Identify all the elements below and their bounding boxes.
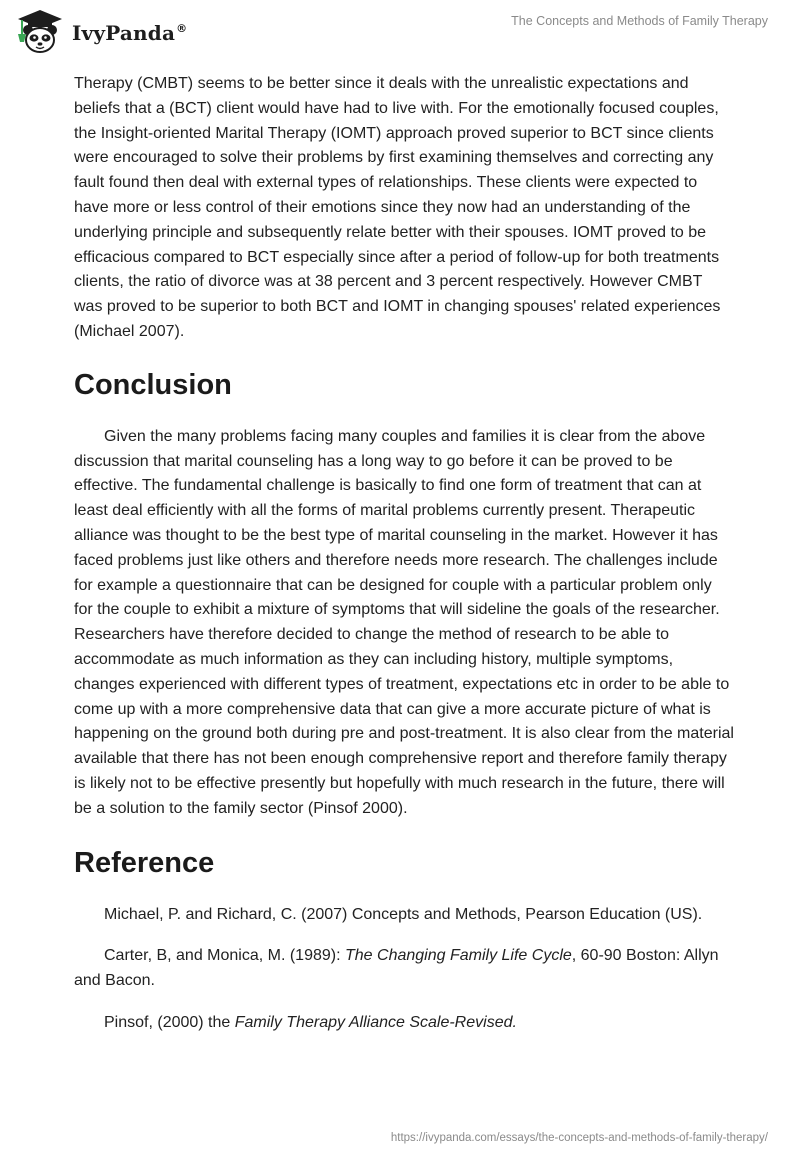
page-header [0,0,800,62]
source-url[interactable]: https://ivypanda.com/essays/the-concepts-and-methods-of-family-therapy/ [390,1132,768,1144]
ivypanda-logo[interactable] [14,8,187,56]
reference-item: Carter, B, and Monica, M. (1989): The Changing Family Life Cycle, 60-90 Boston: Allyn and Bacon. [74,947,719,990]
conclusion-paragraph: Given the many problems facing many couples and families it is clear from the above discussion that marital counseling has a long way to go before it can be proved to be effective. The fundamental challenge is basically to find one form of treatment that can at least deal efficiently with all the forms of marital problems currently present. Therapeutic alliance was thought to be the best type of marital counseling in the market. However it has faced problems just like others and therefore needs more research. The challenges include for example a questionnaire that can be designed for couple with a particular problem only for the couple to exhibit a mixture of symptoms that will sideline the goals of the researcher. Researchers have therefore decided to change the method of research to be able to accommodate as much information as they can including history, multiple symptoms, changes experienced with different types of treatment, expectations etc in order to be able to come up with a more comprehensive data that can give a more accurate picture of what is happening on the ground both during pre and post-treatment. It is also clear from the material available that there has not been enough comprehensive report and therefore family therapy is likely not to be effective presently but hopefully with much research in the future, there will be a solution to the family sector (Pinsof 2000). [74,427,734,817]
panda-graduate-icon [14,8,66,56]
running-title: The Concepts and Methods of Family Therapy [511,14,768,28]
reference-heading: Reference [74,846,215,879]
logo-wordmark: IvyPanda® [72,21,188,45]
reference-item: Michael, P. and Richard, C. (2007) Concepts and Methods, Pearson Education (US). [104,905,703,923]
intro-paragraph: Therapy (CMBT) seems to be better since it deals with the unrealistic expectations and beliefs that a (BCT) client would have had to live with. For the emotionally focused couples, the Insight-oriented Marital Therapy (IOMT) approach proved superior to BCT since clients were encouraged to solve their problems by first examining themselves and correcting any fault found then deal with external types of relationships. These clients were expected to have more or less control of their emotions since they now had an understanding of the underlying principle and subsequently relate better with their spouses. IOMT proved to be efficacious compared to BCT especially since after a period of follow-up for both treatments clients, the ratio of divorce was at 38 percent and 3 percent respectively. However CMBT was proved to be superior to both BCT and IOMT in changing spouses' related experiences (Michael 2007). [74,75,721,340]
conclusion-heading: Conclusion [74,368,232,401]
essay-content [74,72,734,1053]
reference-item: Pinsof, (2000) the Family Therapy Alliance Scale-Revised. [104,1013,517,1031]
